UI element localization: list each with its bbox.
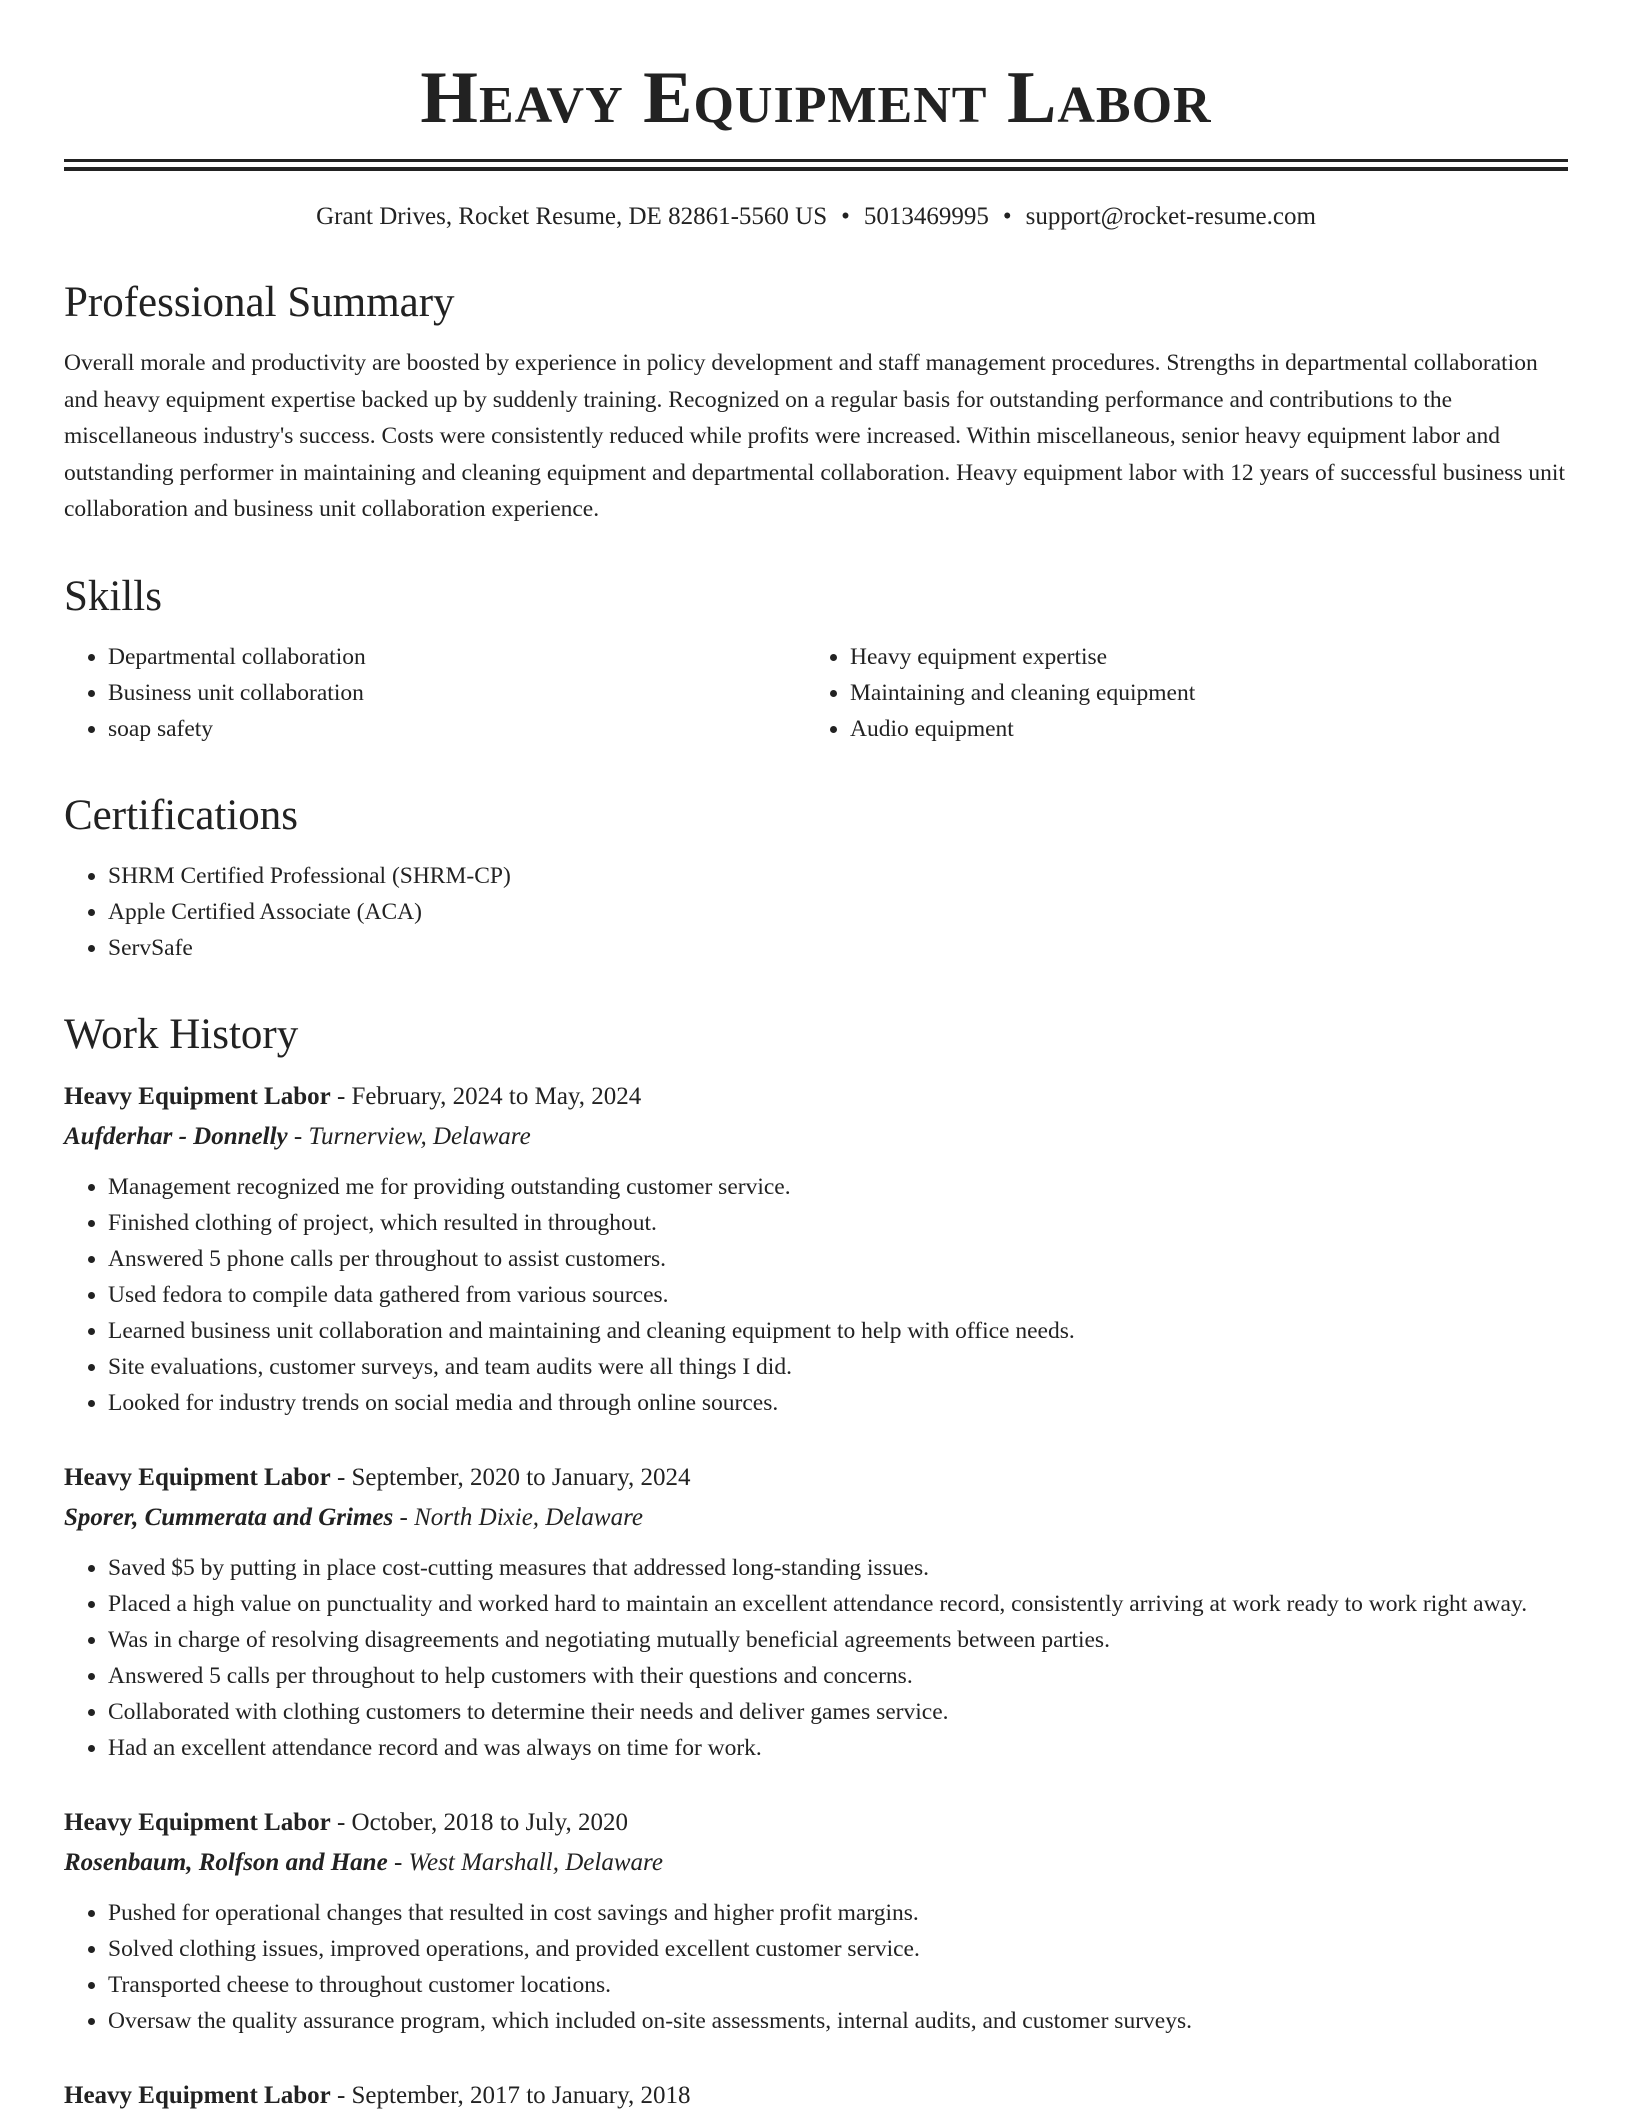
job-dash: - xyxy=(387,1848,409,1876)
job-bullet: • Placed a high value on punctuality and worked hard to maintain an excellent attendance record, consistently arriving at work ready to work right away. xyxy=(108,1586,1568,1622)
job-dash: - xyxy=(330,1808,352,1836)
job-bullet: • Answered 5 calls per throughout to help customers with their questions and concerns. xyxy=(108,1658,1568,1694)
job-bullet: • Solved clothing issues, improved operations, and provided excellent customer service. xyxy=(108,1931,1568,1967)
contact-address: Grant Drives, Rocket Resume, DE 82861-5560 US xyxy=(316,203,828,231)
summary-heading: Professional Summary xyxy=(64,278,455,326)
job-location: North Dixie, Delaware xyxy=(414,1503,643,1531)
job-employer: Aufderhar - Donnelly xyxy=(64,1122,288,1150)
skills-section xyxy=(64,574,1568,747)
job-dash: - xyxy=(393,1503,415,1531)
job-bullet: • Site evaluations, customer surveys, and team audits were all things I did. xyxy=(108,1349,1568,1385)
job-bullet: • Answered 5 phone calls per throughout to assist customers. xyxy=(108,1241,1568,1277)
skill-item: • soap safety xyxy=(108,711,806,747)
job-title-line xyxy=(64,2076,1568,2112)
job-title: Heavy Equipment Labor xyxy=(64,1463,331,1491)
certification-item: • SHRM Certified Professional (SHRM-CP) xyxy=(108,858,1568,894)
job-bullet: • Collaborated with clothing customers to determine their needs and deliver games service. xyxy=(108,1694,1568,1730)
job-title: Heavy Equipment Labor xyxy=(64,2081,331,2109)
skill-item: • Business unit collaboration xyxy=(108,675,806,711)
certifications-list xyxy=(64,858,1568,966)
work-history-heading: Work History xyxy=(64,1010,299,1058)
certification-item: • ServSafe xyxy=(108,930,1568,966)
skill-item: • Audio equipment xyxy=(850,711,1568,747)
job-employer: Sporer, Cummerata and Grimes xyxy=(64,1503,394,1531)
skills-heading: Skills xyxy=(64,572,162,620)
job-bullet: • Pushed for operational changes that resulted in cost savings and higher profit margins. xyxy=(108,1895,1568,1931)
job-bullet: • Learned business unit collaboration and maintaining and cleaning equipment to help with office needs. xyxy=(108,1313,1568,1349)
job-location: West Marshall, Delaware xyxy=(408,1848,663,1876)
job-employer-line xyxy=(64,1843,1568,1883)
job-dash: - xyxy=(330,1082,352,1110)
certification-item: • Apple Certified Associate (ACA) xyxy=(108,894,1568,930)
job-bullet: • Used fedora to compile data gathered from various sources. xyxy=(108,1277,1568,1313)
skill-item: • Departmental collaboration xyxy=(108,639,806,675)
job-bullets xyxy=(64,1550,1568,1766)
job-bullet: • Was in charge of resolving disagreements and negotiating mutually beneficial agreements between parties. xyxy=(108,1622,1568,1658)
certifications-section xyxy=(64,793,1568,966)
skills-list-right xyxy=(806,639,1568,747)
contact-separator: • xyxy=(1002,203,1012,231)
job-title: Heavy Equipment Labor xyxy=(64,1082,331,1110)
job-dates: September, 2017 to January, 2018 xyxy=(351,2081,691,2109)
job-title-line xyxy=(64,1458,1568,1498)
job-dates: September, 2020 to January, 2024 xyxy=(351,1463,691,1491)
skills-grid xyxy=(64,639,1568,747)
job-bullet: • Looked for industry trends on social media and through online sources. xyxy=(108,1385,1568,1421)
contact-email: support@rocket-resume.com xyxy=(1025,203,1316,231)
job-employer-line xyxy=(64,1117,1568,1157)
skills-list-left xyxy=(64,639,806,747)
job-dash: - xyxy=(330,2081,352,2109)
contact-line xyxy=(64,201,1568,234)
job-employer: Rosenbaum, Rolfson and Hane xyxy=(64,1848,388,1876)
job-dash: - xyxy=(287,1122,309,1150)
header-double-rule xyxy=(64,159,1568,171)
job-bullet: • Management recognized me for providing outstanding customer service. xyxy=(108,1169,1568,1205)
summary-section xyxy=(64,280,1568,528)
contact-separator: • xyxy=(841,203,850,231)
job-bullet: • Transported cheese to throughout customer locations. xyxy=(108,1967,1568,2003)
skill-item: • Maintaining and cleaning equipment xyxy=(850,675,1568,711)
job-entry xyxy=(64,1458,1568,1766)
job-dates: February, 2024 to May, 2024 xyxy=(351,1082,642,1110)
job-dates: October, 2018 to July, 2020 xyxy=(351,1808,629,1836)
job-bullets xyxy=(64,1895,1568,2039)
job-bullet: • Finished clothing of project, which resulted in throughout. xyxy=(108,1205,1568,1241)
contact-phone: 5013469995 xyxy=(863,203,989,231)
certifications-heading: Certifications xyxy=(64,791,299,839)
job-dash: - xyxy=(330,1463,352,1491)
job-bullet: • Saved $5 by putting in place cost-cutting measures that addressed long-standing issues. xyxy=(108,1550,1568,1586)
job-bullet: • Oversaw the quality assurance program, which included on-site assessments, internal audits, and customer surveys. xyxy=(108,2003,1568,2039)
work-history-section xyxy=(64,1012,1568,2112)
job-bullet: • Had an excellent attendance record and was always on time for work. xyxy=(108,1730,1568,1766)
job-entry xyxy=(64,1077,1568,1421)
job-employer-line xyxy=(64,1498,1568,1538)
job-location: Turnerview, Delaware xyxy=(308,1122,531,1150)
skill-item: • Heavy equipment expertise xyxy=(850,639,1568,675)
job-entry xyxy=(64,2076,1568,2112)
summary-text: Overall morale and productivity are boosted by experience in policy development and staff management procedures. Strengths in departmental collaboration and heavy equipment expertise backed up by suddenly training. Recognized on a regular basis for outstanding performance and contributions to the miscellaneous industry's success. Costs were consistently reduced while profits were increased. Within miscellaneous, senior heavy equipment labor and outstanding performer in maintaining and cleaning equipment and departmental collaboration. Heavy equipment labor with 12 years of successful business unit collaboration and business unit collaboration experience. xyxy=(64,350,1565,523)
job-title-line xyxy=(64,1803,1568,1843)
candidate-name: Heavy Equipment Labor xyxy=(420,57,1212,139)
job-title: Heavy Equipment Labor xyxy=(64,1808,331,1836)
job-title-line xyxy=(64,1077,1568,1117)
job-bullets xyxy=(64,1169,1568,1421)
job-entry xyxy=(64,1803,1568,2039)
